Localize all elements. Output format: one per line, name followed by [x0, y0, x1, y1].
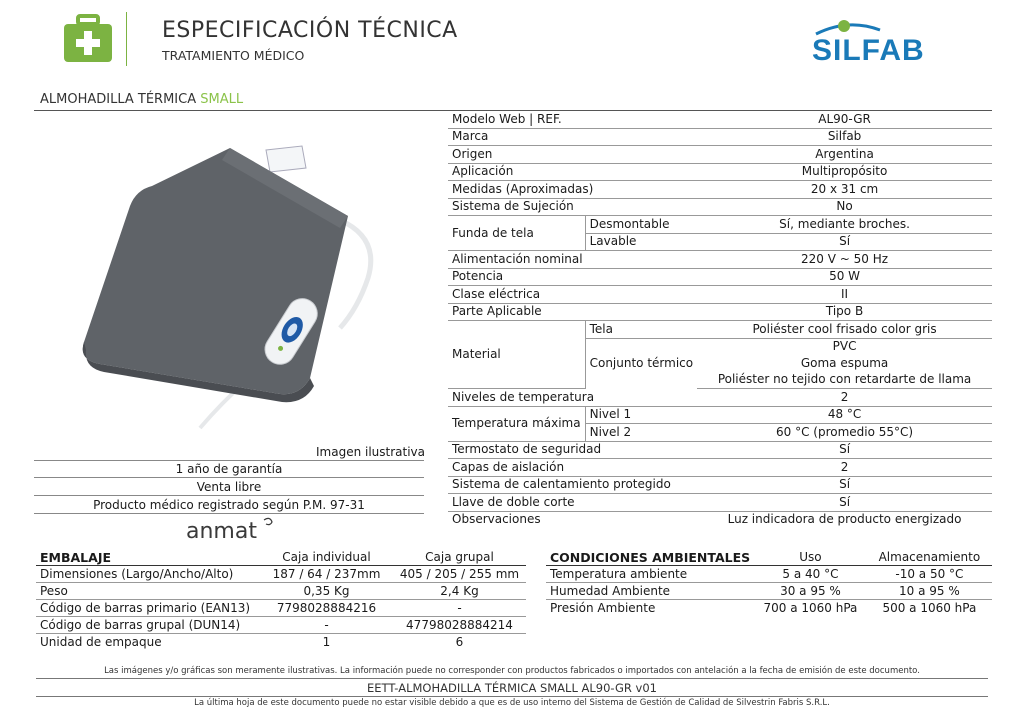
- brand-text: SILFAB: [812, 34, 925, 66]
- spec-row-protected: Sistema de calentamiento protegido Sí: [448, 476, 992, 494]
- divider: [34, 495, 424, 496]
- col-group: Caja grupal: [393, 549, 526, 566]
- spec-row-thermal-set-2: Goma espuma: [800, 355, 889, 370]
- sale-condition-text: Venta libre: [196, 480, 262, 494]
- conditions-row: Temperatura ambiente 5 a 40 °C -10 a 50 °C: [546, 566, 992, 583]
- disclaimer-text: Las imágenes y/o gráficas son meramente ilustrativas. La información puede no corresponder con productos fabricados o importados con antelación a la fecha de emisión de este documento.: [104, 666, 920, 676]
- spec-row-model: Modelo Web | REF. AL90-GR: [448, 111, 992, 129]
- packaging-header: [36, 549, 526, 566]
- spec-row-fabric: Material Tela Poliéster cool frisado color gris: [448, 321, 992, 339]
- document-subtitle: TRATAMIENTO MÉDICO: [162, 48, 305, 63]
- col-individual: Caja individual: [260, 549, 393, 566]
- packaging-table: [36, 549, 526, 650]
- packaging-row: Peso 0,35 Kg 2,4 Kg: [36, 583, 526, 600]
- packaging-row: Código de barras grupal (DUN14) - 47798028884214: [36, 617, 526, 634]
- conditions-table: [546, 549, 992, 616]
- spec-row-applied-part: Parte Aplicable Tipo B: [448, 303, 992, 321]
- spec-row-power-supply: Alimentación nominal 220 V ~ 50 Hz: [448, 251, 992, 269]
- spec-row-cover-washable: Lavable Sí: [448, 233, 992, 251]
- anmat-logo: [186, 514, 276, 544]
- spec-table: [448, 110, 992, 528]
- packaging-row: Código de barras primario (EAN13) 7798028884216 -: [36, 600, 526, 617]
- first-aid-kit-icon: [62, 14, 114, 64]
- anmat-text: anmat: [186, 519, 257, 544]
- divider: [34, 477, 424, 478]
- conditions-header: [546, 549, 992, 566]
- product-title: ALMOHADILLA TÉRMICA SMALL: [40, 92, 244, 107]
- spec-row-thermal-set-3: Poliéster no tejido con retardarte de llama: [448, 372, 992, 389]
- warranty-text: 1 año de garantía: [175, 462, 283, 476]
- col-use: Uso: [754, 549, 867, 566]
- document-code: EETT-ALMOHADILLA TÉRMICA SMALL AL90-GR v01: [366, 681, 657, 695]
- spec-row-measures: Medidas (Aproximadas) 20 x 31 cm: [448, 181, 992, 199]
- spec-row-thermostat: Termostato de seguridad Sí: [448, 441, 992, 459]
- spec-row-electric-class: Clase eléctrica II: [448, 286, 992, 304]
- spec-row-brand: Marca Silfab: [448, 128, 992, 146]
- document-title: ESPECIFICACIÓN TÉCNICA: [162, 18, 458, 43]
- packaging-heading: EMBALAJE: [36, 549, 260, 566]
- spec-row-cover-removable: Funda de tela Desmontable Sí, mediante broches.: [448, 216, 992, 234]
- spec-row-level2: Nivel 2 60 °C (promedio 55°C): [448, 424, 992, 442]
- packaging-row: Dimensiones (Largo/Ancho/Alto) 187 / 64 / 237mm 405 / 205 / 255 mm: [36, 566, 526, 583]
- spec-row-application: Aplicación Multipropósito: [448, 163, 992, 181]
- image-caption: Imagen ilustrativa: [316, 445, 426, 459]
- header-divider: [126, 12, 127, 66]
- silfab-logo: [808, 16, 958, 66]
- spec-row-thermal-set: Conjunto térmico PVC: [448, 338, 992, 355]
- footer-divider: [36, 678, 988, 679]
- spec-row-level1: Temperatura máxima Nivel 1 48 °C: [448, 406, 992, 424]
- conditions-heading: CONDICIONES AMBIENTALES: [546, 549, 754, 566]
- footer-divider: [36, 696, 988, 697]
- spec-row-insulation: Capas de aislación 2: [448, 459, 992, 477]
- spec-row-temp-levels: Niveles de temperatura 2: [448, 389, 992, 407]
- conditions-row: Humedad Ambiente 30 a 95 % 10 a 95 %: [546, 583, 992, 600]
- packaging-row: Unidad de empaque 1 6: [40, 634, 464, 649]
- col-storage: Almacenamiento: [867, 549, 992, 566]
- spec-row-fastening: Sistema de Sujeción No: [448, 198, 992, 216]
- product-title-accent: SMALL: [200, 92, 244, 107]
- internal-note-text: La última hoja de este documento puede no estar visible debido a que es de uso interno del Sistema de Gestión de Calidad de Silvestrin Fabris S.R.L.: [194, 698, 830, 708]
- conditions-row: Presión Ambiente 700 a 1060 hPa 500 a 1060 hPa: [550, 600, 977, 615]
- registration-text: Producto médico registrado según P.M. 97-31: [93, 498, 365, 512]
- spec-row-power: Potencia 50 W: [448, 268, 992, 286]
- heating-pad-image: [70, 128, 410, 433]
- spec-row-observations: Observaciones Luz indicadora de producto energizado: [452, 512, 962, 527]
- divider: [34, 460, 424, 461]
- spec-row-origin: Origen Argentina: [448, 146, 992, 164]
- spec-row-double-key: Llave de doble corte Sí: [448, 494, 992, 512]
